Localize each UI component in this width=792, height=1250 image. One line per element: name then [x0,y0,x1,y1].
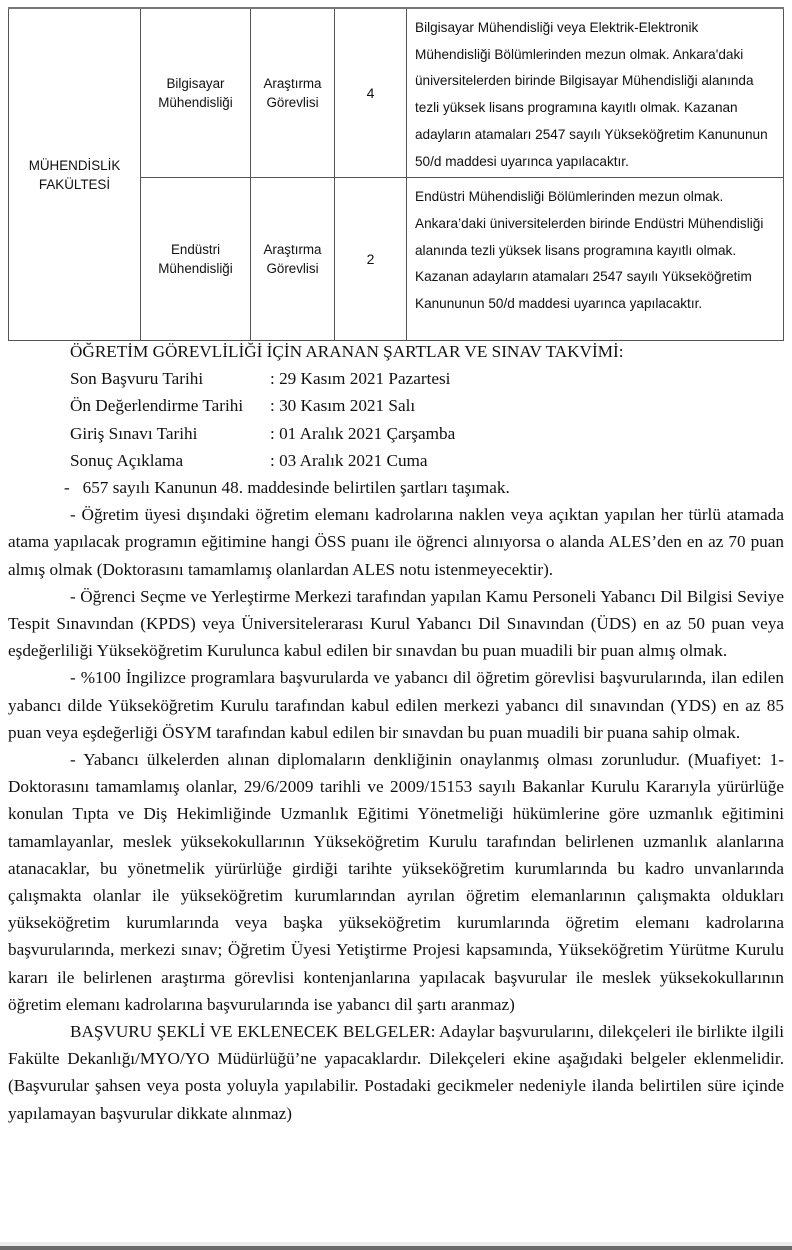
position-title-cell [251,8,335,178]
schedule-label: Son Başvuru Tarihi [70,369,204,389]
requirement-text: Bilgisayar Mühendisliği veya Elektrik-Elektronik Mühendisliği Bölümlerinden mezun olmak. Ankara'daki üniversitelerden birinde Bilgisayar Mühendisliği alanında tezli yüksek lisans programına kayıtlı olmak. Kazanan adayların atamaları 2547 sayılı Yükseköğretim Kanununun 50/d maddesi uyarınca yapılacaktır. [407,8,784,178]
requirement-paragraph: - %100 İngilizce programlara başvurularda ve yabancı dil öğretim görevlisi başvurularında, ilan edilen yabancı dilde Yükseköğretim Kurulu tarafından kabul edilen merkezi yabancı dil sınavından (YDS) en az 85 puan veya eşdeğerliği ÖSYM tarafından kabul edilen bir sınavdan bu puan muadili bir puana sahip olmak. [8,668,784,742]
schedule-value: : 01 Aralık 2021 Çarşamba [270,423,456,443]
schedule-value: : 03 Aralık 2021 Cuma [270,450,428,470]
schedule-label: Giriş Sınavı Tarihi [70,423,198,443]
positions-table [8,7,784,341]
position-title: Araştırma Görevlisi [263,76,322,111]
application-paragraph: BAŞVURU ŞEKLİ VE EKLENECEK BELGELER: Adaylar başvurularını, dilekçeleri ile birlikte ilgili Fakülte Dekanlığı/MYO/YO Müdürlüğü’ne yapacaklardır. Dilekçeleri ekine aşağıdaki belgeler eklenmelidir. (Başvurular şahsen veya posta yoluyla yapılabilir. Postadaki gecikmeler nedeniyle ilanda belirtilen süre içinde yapılamayan başvurular dikkate alınmaz) [8,1022,784,1123]
schedule-row [8,392,784,419]
position-count: 2 [335,178,407,341]
requirement-text: Endüstri Mühendisliği Bölümlerinden mezun olmak. Ankara’daki üniversitelerden birinde Endüstri Mühendisliği alanında tezli yüksek lisans programına kayıtlı olmak. Kazanan adayların atamaları 2547 sayılı Yükseköğretim Kanununun 50/d maddesi uyarınca yapılacaktır. [407,178,784,341]
position-title: Araştırma Görevlisi [263,242,322,277]
schedule-label: Ön Değerlendirme Tarihi [70,396,244,416]
position-title-cell [251,178,335,341]
schedule-row [8,420,784,447]
page-bottom-divider [0,1242,792,1250]
requirement-paragraph: - 657 sayılı Kanunun 48. maddesinde belirtilen şartları taşımak. [64,478,510,498]
schedule-row [8,365,784,392]
position-count: 4 [335,8,407,178]
schedule-value: : 29 Kasım 2021 Pazartesi [270,369,451,389]
department-name: Bilgisayar Mühendisliği [158,76,233,111]
schedule-row [8,447,784,474]
department-name: Endüstri Mühendisliği [158,242,233,277]
faculty-cell [9,8,141,341]
requirement-paragraph: - Öğretim üyesi dışındaki öğretim elemanı kadrolarına naklen veya açıktan yapılan her türlü atamada atama yapılacak programın eğitimine hangi ÖSS puanı ile öğrenci alınıyorsa o alanda ALES’den en az 70 puan almış olmak (Doktorasını tamamlamış olanlardan ALES notu istenmeyecektir). [8,505,784,579]
requirement-paragraph: - Yabancı ülkelerden alınan diplomaların denkliğinin onaylanmış olması zorunludur. (Muafiyet: 1-Doktorasını tamamlamış olanlar, 29/6/2009 tarihli ve 2009/15153 sayılı Bakanlar Kurulu Kararıyla yürürlüğe konulan Tıpta ve Diş Hekimliğinde Uzmanlık Eğitimi Yönetmeliği hükümlerine göre uzmanlık eğitimini tamamlayanlar, meslek yüksekokullarının Yükseköğretim Kurulu tarafından belirlenen uzmanlık alanlarına atanacaklar, bu yönetmelik yürürlüğe girdiği tarihte yükseköğretim kurumlarında bu kadro unvanlarında çalışmakta olanlar ile yükseköğretim kurumlarından ayrılan öğretim elemanlarının çalışmakta oldukları yükseköğretim kurumlarında veya başka yükseköğretim kurumlarında öğretim elemanı kadrolarına başvurularında, merkezi sınav; Öğretim Üyesi Yetiştirme Projesi kapsamında, Yükseköğretim Yürütme Kurulu kararı ile belirlenen araştırma görevlisi kontenjanlarına yapılacak başvurular ile meslek yüksekokullarının öğretim elemanı kadrolarına başvurularında ise yabancı dil şartı aranmaz) [8,750,784,1014]
announcement-body [8,338,784,1127]
faculty-name: MÜHENDİSLİK FAKÜLTESİ [28,157,121,192]
department-cell [141,178,251,341]
schedule-label: Sonuç Açıklama [70,450,184,470]
department-cell [141,8,251,178]
requirement-paragraph: - Öğrenci Seçme ve Yerleştirme Merkezi tarafından yapılan Kamu Personeli Yabancı Dil Bilgisi Seviye Tespit Sınavından (KPDS) veya Üniversitelerarası Kurul Yabancı Dil Sınavından (ÜDS) en az 50 puan veya eşdeğerliliği Yükseköğretim Kurulunca kabul edilen bir sınavdan bu puan muadili bir puan almış olmak. [8,586,784,661]
section-heading: ÖĞRETİM GÖREVLİLİĞİ İÇİN ARANAN ŞARTLAR VE SINAV TAKVİMİ: [70,342,624,361]
schedule-value: : 30 Kasım 2021 Salı [270,396,416,416]
